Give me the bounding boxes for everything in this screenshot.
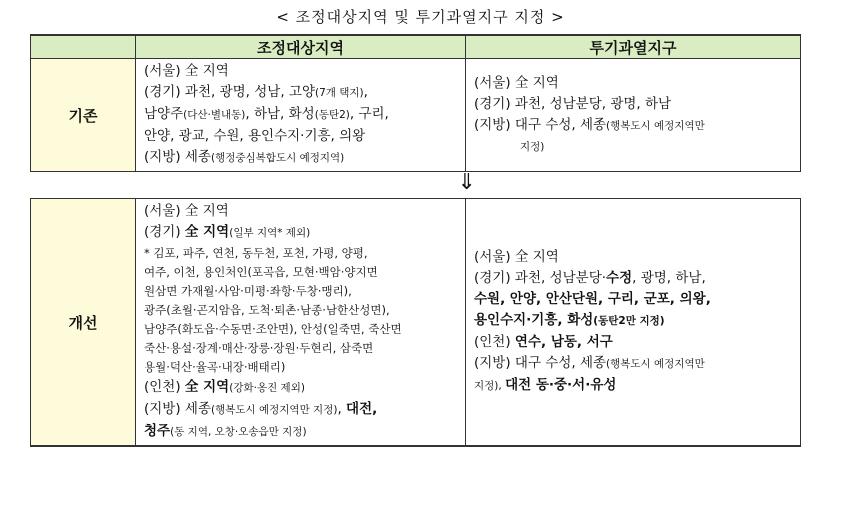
text-line: (서울) 全 지역 [144, 63, 229, 79]
text-line: 수원, 안양, 안산단원, 구리, 군포, 의왕, [474, 291, 711, 307]
header-adjustment-area: 조정대상지역 [136, 35, 466, 59]
text-line: 청주(동 지역, 오창·오송읍만 지정) [144, 423, 307, 439]
text-line: 지정) [520, 140, 545, 153]
text-line: (서울) 全 지역 [474, 74, 559, 91]
text-line: (경기) 과천, 성남분당·수정, 광명, 하남, [474, 270, 706, 286]
header-blank [31, 35, 136, 59]
text-line: 용인수지·기흥, 화성(동탄2만 지정) [474, 312, 665, 328]
after-speculation-cell [466, 199, 801, 447]
row-label-before: 기존 [31, 59, 136, 172]
page-title: < 조정대상지역 및 투기과열지구 지정 > [276, 8, 565, 26]
text-line: (지방) 세종(행정중심복합도시 예정지역) [144, 149, 345, 165]
before-adjustment-cell [136, 59, 466, 172]
text-line: (경기) 과천, 광명, 성남, 고양(7개 택지), [144, 84, 368, 100]
footnote-line: 광주(초월·곤지암읍, 도척·퇴촌·남종·남한산성면), [144, 303, 390, 317]
footnote-line: 죽산·용설·장계·매산·장릉·장원·두현리, 삼죽면 [144, 341, 374, 355]
before-speculation-cell [466, 59, 801, 172]
text-line: 남양주(다산·별내동), 하남, 화성(동탄2), 구리, [144, 106, 389, 122]
footnote-line: * 김포, 파주, 연천, 동두천, 포천, 가평, 양평, [144, 246, 368, 260]
separator-cell [31, 172, 801, 199]
text-line: (인천) 연수, 남동, 서구 [474, 334, 613, 350]
text-line: (서울) 全 지역 [144, 203, 229, 219]
row-after [31, 199, 801, 447]
text-line: (지방) 대구 수성, 세종(행복도시 예정지역만 [474, 355, 705, 371]
text-line: 안양, 광교, 수원, 용인수지·기흥, 의왕 [144, 128, 366, 144]
text-line: (지방) 대구 수성, 세종(행복도시 예정지역만 [474, 116, 705, 133]
footnote-line: 남양주(화도읍·수동면·조안면), 안성(일죽면, 죽산면 [144, 322, 402, 336]
row-before [31, 59, 801, 172]
down-arrow-icon: ⇓ [457, 170, 476, 195]
text-line: (지방) 세종(행복도시 예정지역만 지정), 대전, [144, 401, 378, 417]
header-row [31, 35, 801, 59]
header-speculation-zone: 투기과열지구 [466, 35, 801, 59]
row-label-after: 개선 [31, 199, 136, 447]
text-line: (경기) 과천, 성남분당, 광명, 하남 [474, 95, 672, 112]
text-line: 지정), 대전 동·중·서·유성 [474, 377, 617, 393]
designation-table [30, 34, 801, 447]
after-adjustment-cell [136, 199, 466, 447]
text-line: (서울) 全 지역 [474, 249, 559, 265]
separator-row [31, 172, 801, 199]
text-line: (경기) 全 지역(일부 지역* 제외) [144, 224, 311, 240]
footnote-line: 원삼면 가재월·사암·미평·좌항·두창·맹리), [144, 284, 352, 298]
footnote-line: 여주, 이천, 용인처인(포곡읍, 모현·백암·양지면 [144, 265, 378, 279]
text-line: (인천) 全 지역(강화·옹진 제외) [144, 379, 305, 395]
footnote-line: 용월·덕산·율곡·내장·배태리) [144, 360, 286, 374]
